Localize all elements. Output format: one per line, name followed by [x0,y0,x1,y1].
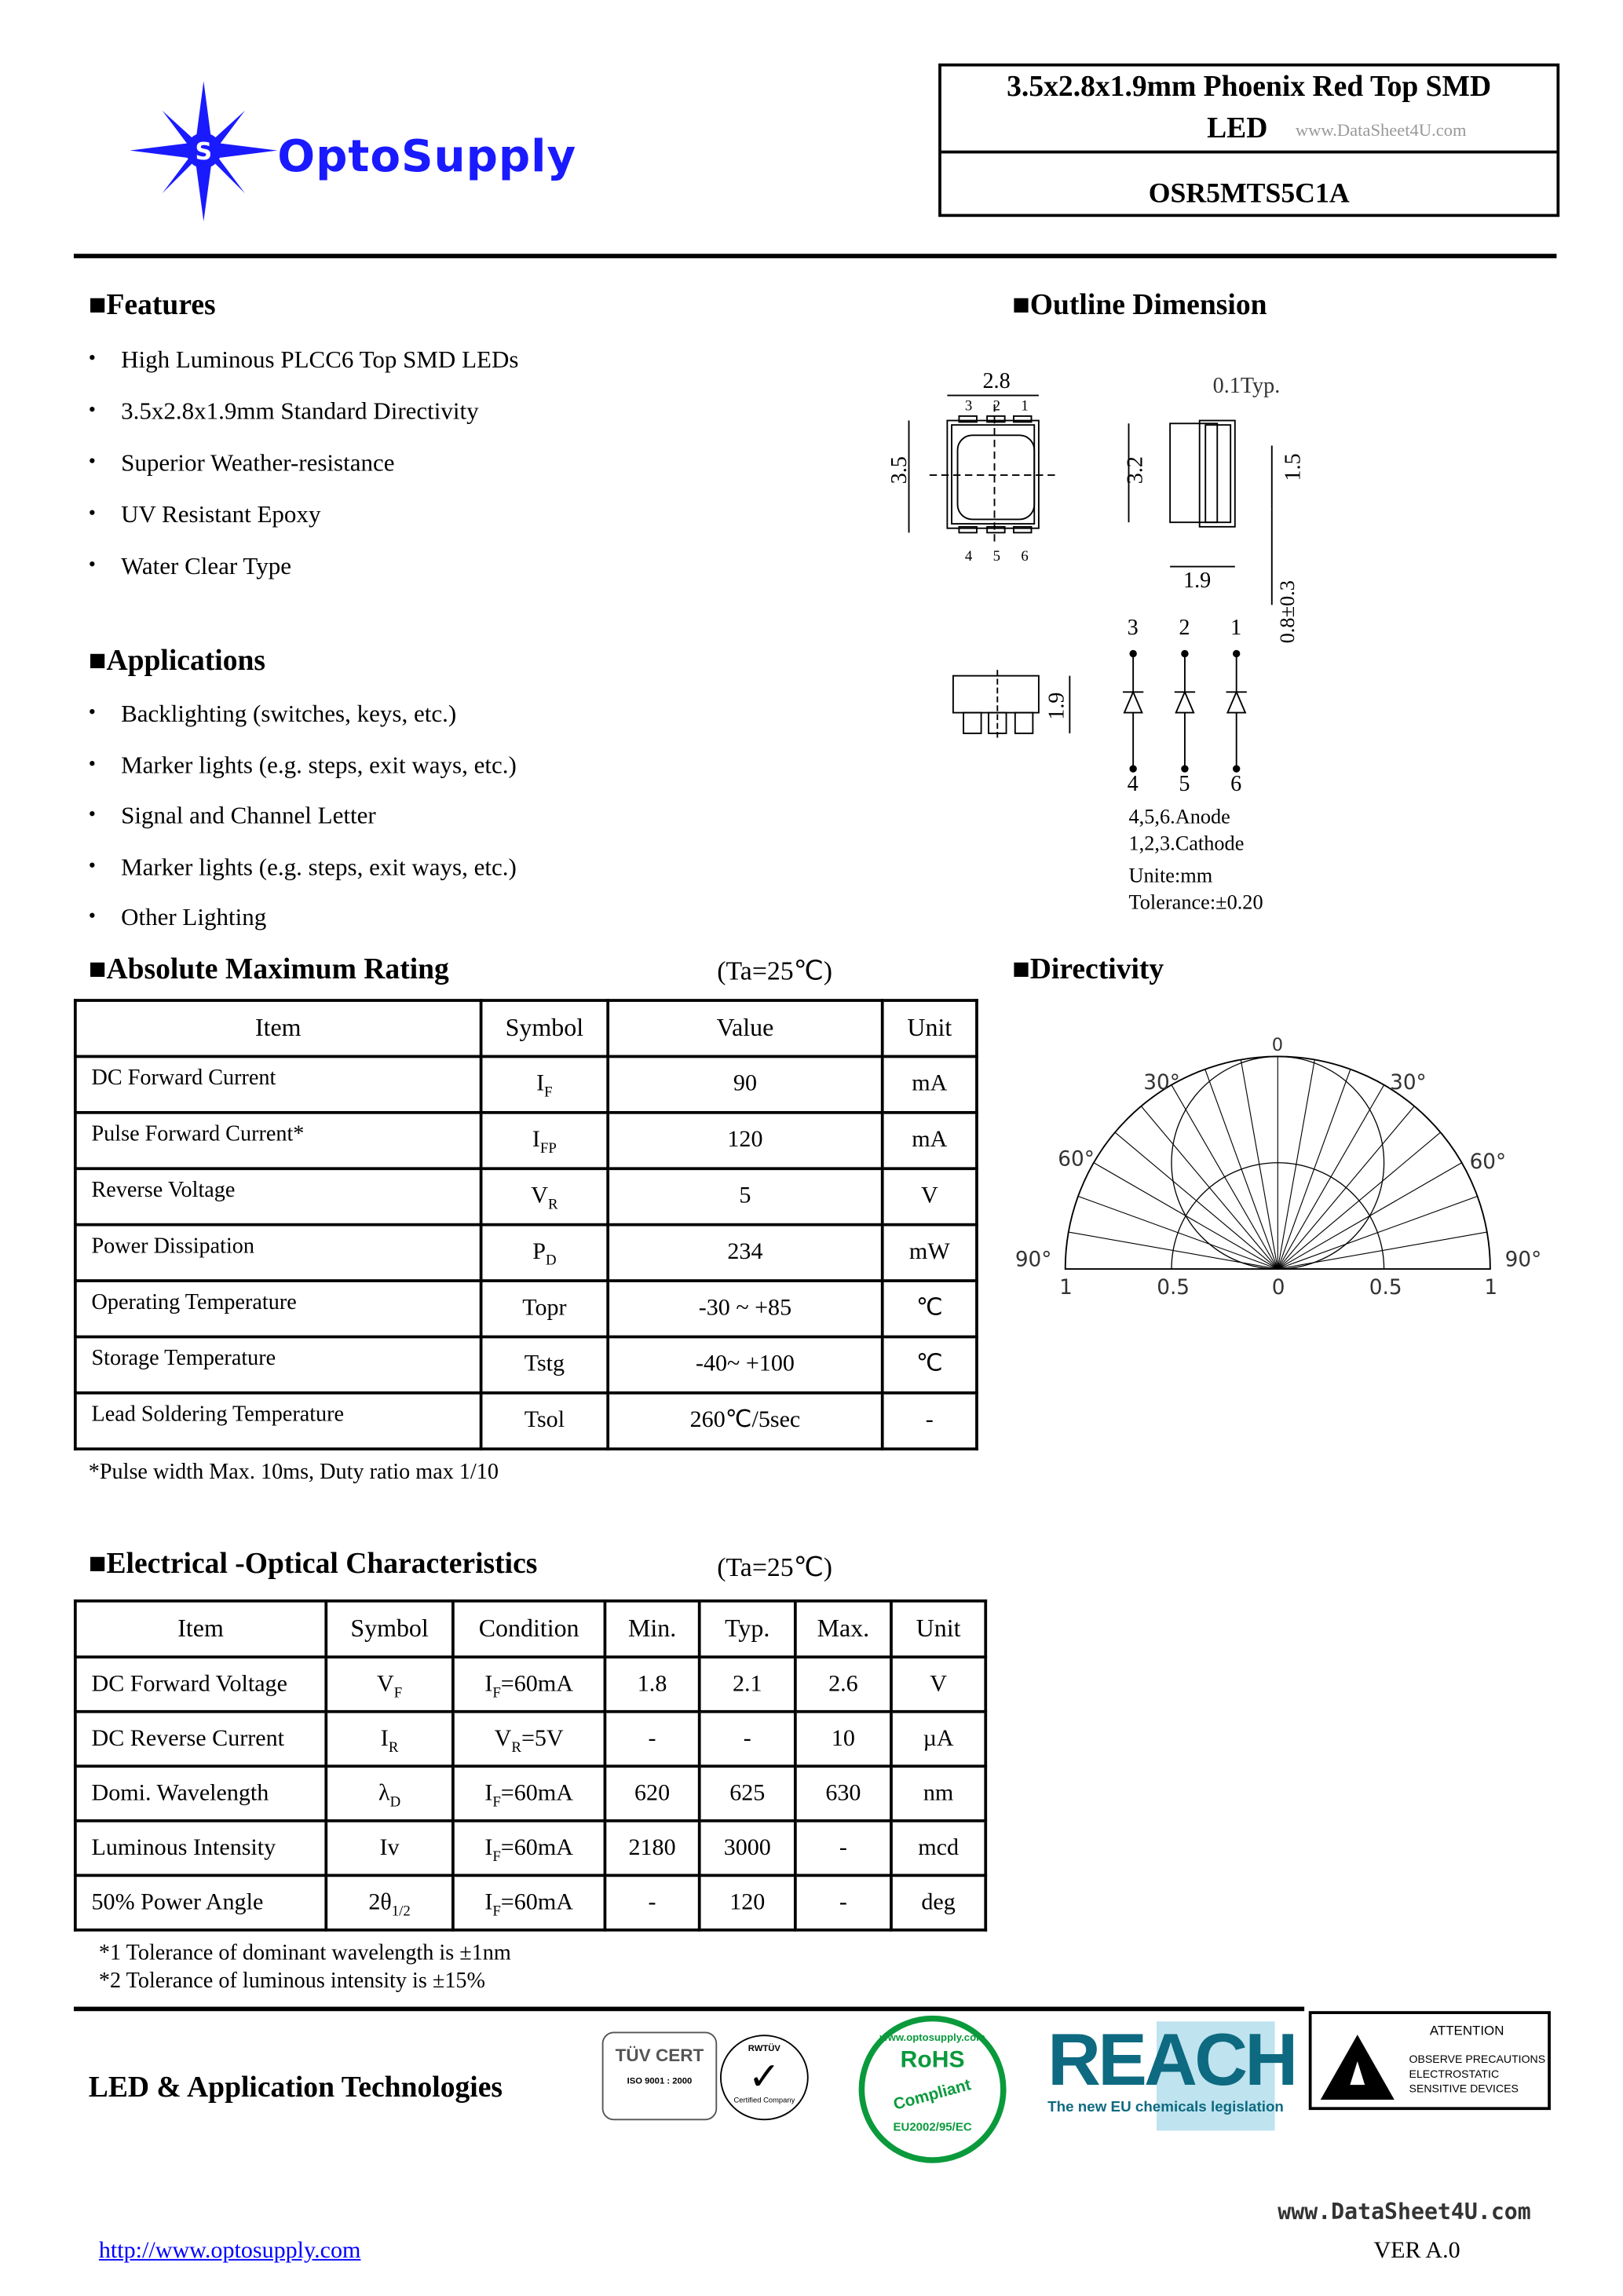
condition-cell [453,1875,605,1930]
version-label: VER A.0 [1373,2238,1460,2264]
abs-max-note: *Pulse width Max. 10ms, Duty ratio max 1/10 [88,1461,499,1485]
symbol: I [532,1127,540,1153]
unit-cell: mW [883,1225,977,1281]
pin-number: 2 [992,398,1001,415]
watermark: www.DataSheet4U.com [1295,119,1467,141]
item-cell: Operating Temperature [75,1281,481,1336]
pin-number: 1 [1021,398,1029,415]
symbol: P [532,1239,546,1265]
column-header: Min. [605,1601,699,1657]
radial-label: 1 [1484,1275,1498,1300]
part-number: OSR5MTS5C1A [1148,178,1350,210]
dim-lead-label: 0.8±0.3 [1275,580,1299,644]
table-row [75,1393,977,1449]
outline-heading: ■Outline Dimension [1012,289,1267,322]
symbol: V [531,1183,548,1208]
esd-warning-badge [1309,2011,1551,2110]
condition-value: =60mA [500,1834,573,1860]
bullet-icon: • [88,804,96,827]
unit-cell: V [891,1657,985,1712]
symbol-subscript: D [545,1252,557,1270]
max-cell: 630 [795,1766,891,1821]
column-header: Value [608,1000,883,1056]
max-cell: 2.6 [795,1657,891,1712]
applications-item: Signal and Channel Letter [121,801,376,830]
angle-label: 60° [1058,1147,1095,1172]
bullet-icon: • [88,854,96,878]
item-cell: Pulse Forward Current* [75,1113,481,1168]
features-item: UV Resistant Epoxy [121,500,321,528]
column-header: Max. [795,1601,891,1657]
symbol-cell [326,1657,453,1712]
min-cell: 2180 [605,1821,699,1876]
condition-value: =5V [521,1725,564,1751]
circuit-pin-number: 3 [1127,616,1139,641]
condition: V [494,1725,512,1751]
bullet-icon: • [88,905,96,928]
unit-cell: nm [891,1766,985,1821]
value-cell: 90 [608,1056,883,1112]
outline-heading-text: Outline Dimension [1029,289,1267,322]
iso-text: ISO 9001 : 2000 [627,2077,693,2087]
value-cell: -40~ +100 [608,1336,883,1392]
esd-warning-icon [1321,2035,1395,2100]
condition-subscript: F [492,1684,501,1702]
compliant-text: Compliant [891,2076,974,2115]
symbol-cell [326,1875,453,1930]
condition-subscript: F [492,1903,501,1920]
footer-watermark: www.DataSheet4U.com [1278,2198,1531,2225]
tuv-cert-badge [602,2032,718,2121]
symbol-cell [481,1225,609,1281]
pin-number: 5 [992,549,1001,565]
item-cell: Power Dissipation [75,1225,481,1281]
typ-cell: 120 [700,1875,795,1930]
symbol-subscript: F [544,1084,553,1102]
angle-label: 0 [1271,1034,1284,1055]
website-link[interactable]: http://www.optosupply.com [98,2238,361,2264]
condition-cell [453,1657,605,1712]
condition-value: =60mA [500,1780,573,1806]
pin-number: 6 [1021,549,1029,565]
circuit-diagram [1106,645,1269,777]
esd-title: ATTENTION [1429,2023,1504,2038]
item-cell: DC Reverse Current [75,1712,326,1767]
item-cell: Reverse Voltage [75,1168,481,1224]
symbol: λ [378,1780,390,1806]
table-row [75,1281,977,1336]
condition: I [484,1671,493,1697]
electro-notes [99,1940,511,1996]
table-row [75,1875,985,1930]
angle-label: 90° [1504,1248,1542,1272]
applications-heading-text: Applications [106,645,266,678]
electro-heading: ■Electrical -Optical Characteristics [88,1548,538,1581]
directivity-heading: ■Directivity [1012,952,1164,986]
condition-cell [453,1712,605,1767]
symbol-cell [326,1821,453,1876]
dim-side-height-label: 3.2 [1123,456,1148,484]
bullet-icon: • [88,452,96,474]
abs-max-heading-text: Absolute Maximum Rating [106,952,449,986]
reach-badge [1047,2018,1296,2130]
features-item: Superior Weather-resistance [121,448,395,477]
column-header: Item [75,1000,481,1056]
dim-depth-label: 1.9 [1183,568,1212,593]
item-cell: Domi. Wavelength [75,1766,326,1821]
typ-cell: 3000 [700,1821,795,1876]
condition-subscript: R [511,1738,521,1756]
bullet-icon: • [88,400,96,422]
symbol: 2θ [368,1889,392,1915]
value-cell: 5 [608,1168,883,1224]
table-row [75,1168,977,1224]
svg-text:S: S [195,137,213,166]
circuit-pin-number: 5 [1179,773,1190,797]
condition-subscript: F [492,1848,501,1865]
bullet-icon: • [88,753,96,776]
symbol: Tstg [524,1351,565,1377]
applications-item: Marker lights (e.g. steps, exit ways, etc.) [121,852,517,880]
table-row [75,1225,977,1281]
condition-subscript: F [492,1793,501,1811]
typ-cell: 2.1 [700,1657,795,1712]
unit-cell: deg [891,1875,985,1930]
directivity-diagram [1003,1033,1564,1306]
optosupply-logo [130,81,616,221]
value-cell: -30 ~ +85 [608,1281,883,1336]
radial-label: 0.5 [1157,1275,1190,1300]
applications-heading: ■Applications [88,645,266,678]
symbol: V [376,1671,394,1697]
rwtuv-badge [720,2035,809,2120]
dim-typ-label: 0.1Typ. [1212,373,1281,398]
min-cell: - [605,1712,699,1767]
condition-cell [453,1766,605,1821]
max-cell: - [795,1821,891,1876]
features-item: High Luminous PLCC6 Top SMD LEDs [121,345,519,374]
esd-line: SENSITIVE DEVICES [1409,2082,1519,2096]
rohs-badge [859,2016,1007,2163]
dim-pad-label: 1.5 [1281,453,1306,481]
brand-name: OptoSupply [277,131,577,184]
cathode-note: 1,2,3.Cathode [1128,833,1245,856]
symbol-subscript: F [393,1684,403,1702]
column-header: Unit [883,1000,977,1056]
table-row [75,1712,985,1767]
min-cell: 620 [605,1766,699,1821]
radial-label: 0.5 [1369,1275,1402,1300]
item-cell: Lead Soldering Temperature [75,1393,481,1449]
value-cell: 260℃/5sec [608,1393,883,1449]
radial-label: 1 [1059,1275,1073,1300]
esd-line: ELECTROSTATIC [1409,2067,1500,2081]
electro-table [74,1600,987,1932]
symbol-cell [481,1168,609,1224]
symbol-cell [326,1712,453,1767]
value-cell: 120 [608,1113,883,1168]
unit-cell: - [883,1393,977,1449]
symbol-cell [481,1336,609,1392]
symbol-subscript: 1/2 [391,1903,411,1920]
symbol-subscript: D [389,1793,401,1811]
symbol: I [536,1071,545,1097]
min-cell: 1.8 [605,1657,699,1712]
applications-item: Other Lighting [121,903,267,931]
symbol: Iv [379,1834,400,1860]
max-cell: - [795,1875,891,1930]
rohs-url: www.optosupply.com [879,2033,985,2044]
condition: I [484,1780,493,1806]
min-cell: - [605,1875,699,1930]
unit-cell: mA [883,1113,977,1168]
column-header: Condition [453,1601,605,1657]
column-header: Typ. [700,1601,795,1657]
condition-value: =60mA [500,1671,573,1697]
anode-note: 4,5,6.Anode [1128,806,1230,830]
features-heading: ■Features [88,289,216,322]
unit-cell: ℃ [883,1336,977,1392]
column-header: Unit [891,1601,985,1657]
electro-condition: (Ta=25℃) [717,1552,832,1582]
unit-cell: ℃ [883,1281,977,1336]
star-logo-icon [130,81,277,221]
header-rule [74,254,1556,258]
company-tagline: LED & Application Technologies [88,2071,503,2104]
reach-text: REACH [1047,2018,1296,2101]
abs-max-condition: (Ta=25℃) [717,956,832,986]
esd-line: OBSERVE PRECAUTIONS [1409,2052,1546,2066]
item-cell: DC Forward Voltage [75,1657,326,1712]
unit-cell: mcd [891,1821,985,1876]
bullet-icon: • [88,554,96,577]
symbol-subscript: R [388,1738,399,1756]
column-header: Item [75,1601,326,1657]
symbol: I [380,1725,389,1751]
item-cell: Luminous Intensity [75,1821,326,1876]
pin-number: 3 [964,398,973,415]
table-row [75,1113,977,1168]
bullet-icon: • [88,702,96,725]
item-cell: 50% Power Angle [75,1875,326,1930]
angle-label: 30° [1143,1070,1180,1095]
abs-max-heading: ■Absolute Maximum Rating [88,952,449,986]
item-cell: Storage Temperature [75,1336,481,1392]
product-title-led: LED [1207,112,1268,145]
circuit-pin-number: 1 [1230,616,1242,641]
pin-number: 4 [964,549,973,565]
dim-width-label: 2.8 [982,369,1011,394]
typ-cell: - [700,1712,795,1767]
symbol-cell [481,1056,609,1112]
table-row [75,1056,977,1112]
table-row [75,1336,977,1392]
angle-label: 30° [1390,1070,1427,1095]
tuv-text: TÜV CERT [615,2045,704,2066]
circuit-pin-number: 6 [1230,773,1242,797]
condition: I [484,1834,493,1860]
symbol-cell [481,1393,609,1449]
symbol-cell [481,1281,609,1336]
reach-subtitle: The new EU chemicals legislation [1047,2099,1284,2116]
symbol: Tsol [524,1407,565,1433]
note-intensity: *2 Tolerance of luminous intensity is ±15% [98,1969,485,1994]
symbol: Topr [522,1295,567,1321]
dim-bottom-height-label: 1.9 [1046,692,1070,720]
typ-cell: 625 [700,1766,795,1821]
features-heading-text: Features [106,289,216,322]
certified-text: Certified Company [733,2097,795,2106]
applications-item: Backlighting (switches, keys, etc.) [121,699,457,728]
column-header: Symbol [326,1601,453,1657]
condition-cell [453,1821,605,1876]
tolerance-note: Tolerance:±0.20 [1128,892,1263,916]
unit-cell: V [883,1168,977,1224]
unit-cell: mA [883,1056,977,1112]
rohs-text: RoHS [900,2048,965,2074]
symbol-subscript: R [547,1197,558,1213]
angle-label: 60° [1469,1150,1507,1175]
item-cell: DC Forward Current [75,1056,481,1112]
angle-label: 90° [1014,1248,1052,1272]
column-header: Symbol [481,1000,609,1056]
circuit-pin-number: 2 [1179,616,1190,641]
symbol-cell [481,1113,609,1168]
bullet-icon: • [88,348,96,371]
footer-rule [74,2007,1304,2012]
bullet-icon: • [88,503,96,525]
checkmark-icon: ✓ [748,2053,780,2099]
directivity-heading-text: Directivity [1029,952,1164,986]
table-row [75,1821,985,1876]
pin-legend [1129,806,1263,918]
condition-value: =60mA [500,1889,573,1915]
title-box [938,64,1559,217]
value-cell: 234 [608,1225,883,1281]
product-title: 3.5x2.8x1.9mm Phoenix Red Top SMD [1007,71,1492,104]
dim-height-label: 3.5 [886,456,912,484]
symbol-subscript: FP [539,1140,557,1157]
electro-heading-text: Electrical -Optical Characteristics [106,1548,538,1581]
abs-max-table [74,999,978,1450]
condition: I [484,1889,493,1915]
rwtuv-text: RWTÜV [748,2045,780,2054]
features-item: 3.5x2.8x1.9mm Standard Directivity [121,397,479,426]
unit-cell: µA [891,1712,985,1767]
note-wavelength: *1 Tolerance of dominant wavelength is ±1nm [98,1941,511,1965]
table-row [75,1657,985,1712]
table-row [75,1766,985,1821]
features-item: Water Clear Type [121,551,291,580]
rohs-eu: EU2002/95/EC [893,2120,972,2134]
circuit-pin-number: 4 [1127,773,1139,797]
symbol-cell [326,1766,453,1821]
applications-item: Marker lights (e.g. steps, exit ways, etc.) [121,750,517,779]
unit-note: Unite:mm [1128,866,1213,889]
max-cell: 10 [795,1712,891,1767]
radial-label: 0 [1271,1275,1285,1300]
